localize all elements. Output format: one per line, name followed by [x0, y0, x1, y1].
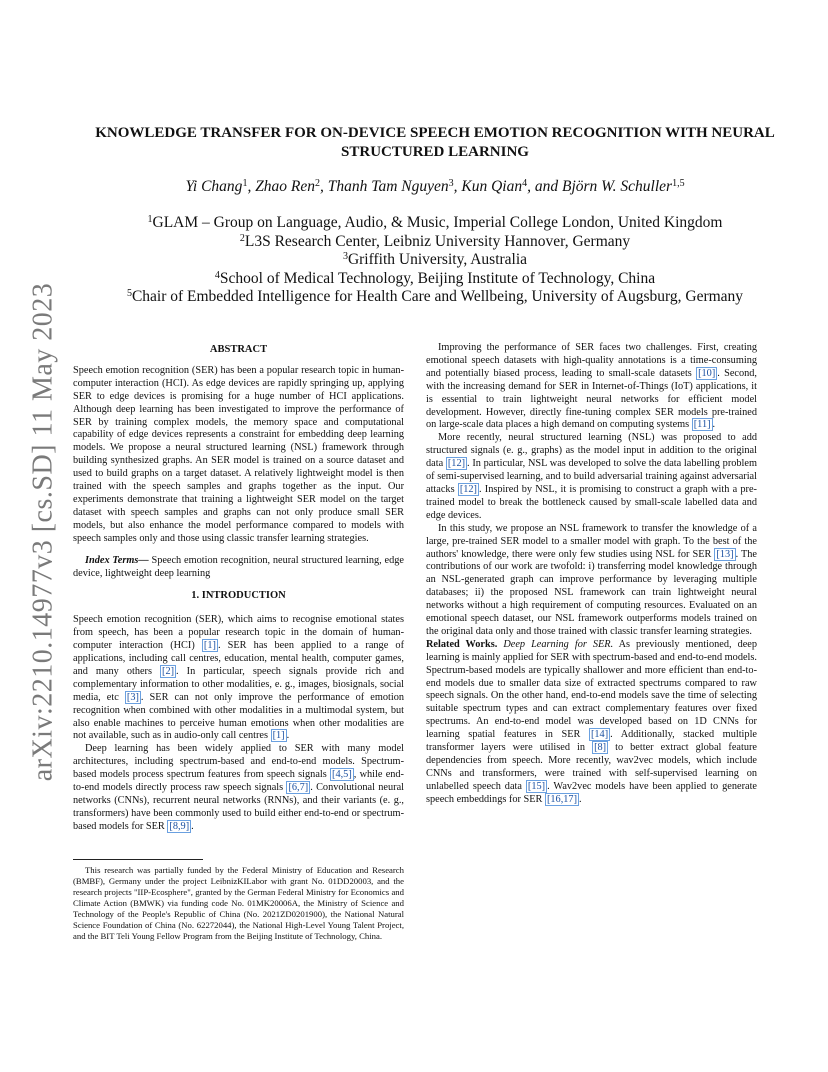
arxiv-stamp: arXiv:2210.14977v3 [cs.SD] 11 May 2023 — [27, 282, 58, 782]
index-terms-text: Speech emotion recognition, neural structured learning, edge device, lightweight deep learning — [73, 554, 404, 579]
affiliation-line: $^2$L3S Research Center, Leibniz University Hannover, Germany — [239, 232, 631, 250]
right-column — [426, 342, 757, 807]
author-name: Kun Qian$^4$ — [461, 178, 528, 195]
introduction-heading: 1. INTRODUCTION — [191, 590, 286, 602]
affiliation-line: $^3$Griffith University, Australia — [342, 251, 528, 268]
abstract-text: Speech emotion recognition (SER) has been a popular research topic in human-computer interaction (HCI). As edge devices are rapidly springing up, applying SER to edge devices is promising for a huge number of HCI applications. Although deep learning has been investigated to improve the performance of SER by training complex models, the memory space and computational capability of edge devices represents a constraint for embedding deep learning models. We propose a neural structured learning (NSL) framework through building synthesized graphs. An SER model is trained on a source dataset and used to build graphs on a target dataset. A relatively lightweight model is then trained with the speech samples and graphs together as the input. Our experiments demonstrate that training a lightweight SER model on the target dataset with speech samples and graphs can not only produce small SER models, but also enhance the model performance compared to models with speech samples only and those using classic transfer learning strategies. — [73, 364, 404, 544]
citation-link[interactable]: [10] — [698, 367, 716, 379]
citation-link[interactable]: [13] — [716, 548, 734, 560]
related-works-text: As previously mentioned, deep learning is mainly applied for SER with spectrum-based and end-to-end models. Spectrum-based models are typically shallower and more efficient than end-to-end models due to smaller data size of extracted spectrums compared to raw speech signals. On the other hand, end-to-end models save the time of selecting suitable spectrum types and can extract complementary features over fixed spectrums. An end-to-end model was developed based on 1D CNNs for learning spatial features in SER [14] . Additionally, stacked multiple transformer layers were utilised in [8] to better extract global feature dependencies from speech. More recently, wav2vec models, which include CNNs and transformers, were trained with self-supervised learning on unlabelled speech data [15] . Wav2vec models have been applied to generate speech embeddings for SER [16,17] . — [426, 638, 758, 805]
affiliation-line: $^5$Chair of Embedded Intelligence for Health Care and Wellbeing, University of Augsburg, Germany — [126, 288, 744, 305]
citation-link[interactable]: [3] — [126, 691, 139, 703]
related-works-sublabel: Deep Learning for SER. — [503, 638, 614, 650]
author-list: Yi Chang$^1$, Zhao Ren$^2$, Thanh Tam Nguyen$^3$, Kun Qian$^4$, and Björn W. Schuller$^{1,5}$ — [185, 178, 685, 195]
citation-link[interactable]: [12] — [447, 458, 466, 470]
footnote-text: This research was partially funded by the Federal Ministry of Education and Research (BMBF), Germany under the project LeibnizKILabor with grant No. 01DD20003, and the research projects "IIP-Ecosphere", granted by the German Federal Ministry for Economics and Climate Action (BMWK) via funding code No. 01MK20006A, the Ministry of Science and Technology of the People's Republic of China (No. 2021ZD0201900), the National Natural Science Foundation of China (No. 62272044), the National High-Level Young Talent Project, and the BIT Teli Young Fellow Program from the Beijing Institute of Technology, China. — [73, 865, 404, 941]
author-name: Zhao Ren$^2$ — [255, 178, 321, 195]
citation-link[interactable]: [6,7] — [288, 782, 309, 794]
affiliation-line: $^4$School of Medical Technology, Beijing Institute of Technology, China — [214, 269, 656, 287]
citation-link[interactable]: [2] — [162, 665, 175, 677]
citation-link[interactable]: [8,9] — [169, 820, 190, 832]
intro-paragraph-5: In this study, we propose an NSL framework to transfer the knowledge of a large, pre-trained SER model to a smaller model with graph. To the best of the authors' knowledge, there were only few studies using NSL for SER [13] . The contributions of our work are twofold: i) transferring model knowledge through an NSL-generated graph can improve performance by leveraging multiple databases; ii) the proposed NSL framework can train lightweight neural networks without a high requirement of computing resources. Evaluated on an emotional speech dataset, our NSL framework outperforms models trained on the original data only and those trained with classic transfer learning strategies. — [426, 522, 757, 637]
citation-link[interactable]: [12] — [459, 483, 477, 495]
index-terms-label: Index Terms— — [85, 554, 149, 566]
affiliation-line: $^1$GLAM – Group on Language, Audio, & Music, Imperial College London, United Kingdom — [147, 214, 723, 231]
related-works-label: Related Works. — [426, 638, 498, 650]
related-works-paragraph — [426, 639, 757, 807]
citation-link[interactable]: [1] — [203, 640, 216, 652]
citation-link[interactable]: [1] — [272, 730, 285, 742]
intro-paragraph-3: Improving the performance of SER faces two challenges. First, creating emotional speech datasets with high-quality annotations is a time-consuming and potentially biased process, leading to small-scale datasets [10] . Second, with the increasing demand for SER in Internet-of-Things (IoT) applications, it is essential to train lightweight neural networks for efficient model development. However, directly fine-tuning complex SER models pre-trained on large-scale data places a high demand on computing systems [11] . — [426, 342, 757, 431]
citation-link[interactable]: [15] — [527, 780, 546, 792]
citation-link[interactable]: [4,5] — [332, 769, 352, 781]
funding-footnote — [73, 859, 404, 942]
abstract-heading: ABSTRACT — [209, 344, 268, 355]
left-column — [73, 342, 404, 834]
author-name: Yi Chang$^1$ — [185, 178, 248, 195]
citation-link[interactable]: [14] — [590, 729, 609, 741]
intro-paragraph-1: Speech emotion recognition (SER), which aims to recognise emotional states from speech, has been a popular research topic in the domain of human-computer interaction (HCI) [1] . SER has been applied to a range of applications, including call centres, education, mental health, computer games, and many others [2] . In particular, speech signals provide rich and complementary information to other modalities, e. g., images, biosignals, social media, etc [3] . SER can not only improve the performance of emotion recognition when combined with other modalities in a multimodal system, but also enable machines to perceive human emotions when other modalities are not available, such as in audio-only call centres [1] . — [73, 614, 405, 742]
index-terms — [73, 555, 404, 581]
author-name: and Björn W. Schuller$^{1,5}$ — [534, 178, 685, 195]
citation-link[interactable]: [8] — [594, 742, 607, 754]
paper-title: KNOWLEDGE TRANSFER FOR ON-DEVICE SPEECH EMOTION RECOGNITION WITH NEURAL STRUCTURED LEARNING — [95, 125, 775, 160]
footnote-rule — [73, 859, 203, 860]
citation-link[interactable]: [16,17] — [546, 793, 577, 805]
author-name: Thanh Tam Nguyen$^3$ — [327, 178, 454, 195]
affiliation-list — [60, 214, 810, 307]
citation-link[interactable]: [11] — [693, 419, 711, 431]
intro-paragraph-4: More recently, neural structured learning (NSL) was proposed to add structured signals (e. g., graphs) as the model input in addition to the original data [12] . In particular, NSL was developed to solve the data labelling problem of semi-supervised learning, and to build adversarial training against adversarial attacks [12] . Inspired by NSL, it is promising to construct a graph with a pre-trained model to break the bottleneck caused by small-scale labelled data and edge devices. — [426, 432, 757, 521]
intro-paragraph-2: Deep learning has been widely applied to SER with many model architectures, including spectrum-based and end-to-end models. Spectrum-based models process spectrum features from speech signals [4,5] , while end-to-end models directly process raw speech signals [6,7] . Convolutional neural networks (CNNs), recurrent neural networks (RNNs), and their variants (e. g., transformers) have been commonly used to build either end-to-end or spectrum-based models for SER [8,9] . — [73, 743, 405, 832]
